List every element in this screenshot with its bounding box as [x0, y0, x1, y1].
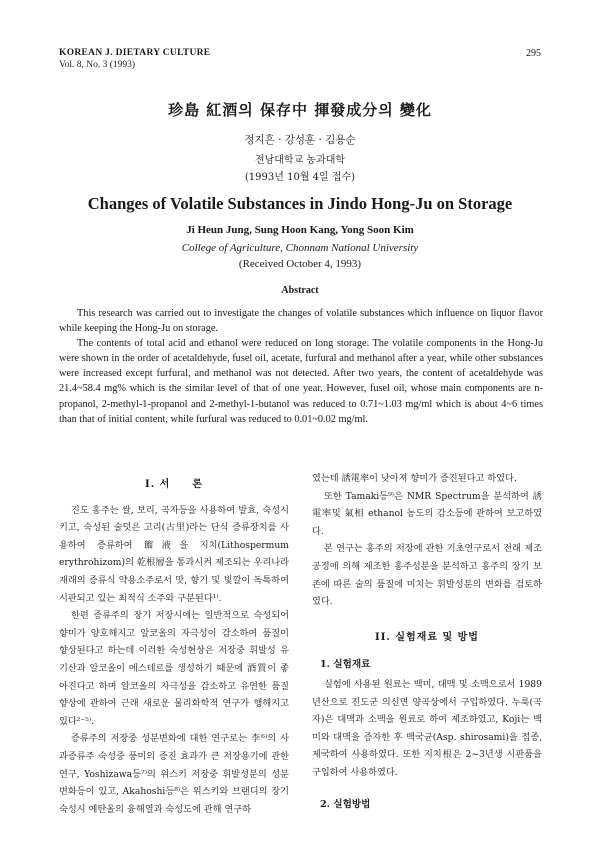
korean-received-date: (1993년 10월 4일 접수): [244, 172, 356, 183]
right-column: [312, 470, 542, 815]
body-paragraph: 증류주의 저장중 성분변화에 대한 연구로는 李⁶⁾의 사과증류주 숙성중 풍미의 증진 효과가 큰 저장용기에 관한 연구, Yoshizawa등⁷⁾의 위스키 저장중 휘발성분의 성분 변화등이 있고, Akahoshi등⁸⁾은 위스키와 브랜디의 장기숙성시 예탄올의 융해열과 숙성도에 관해 연구하: [59, 733, 289, 815]
section-heading-materials-methods: II. 실험재료 및 방법: [375, 631, 479, 643]
body-paragraph: 실험에 사용된 원료는 백미, 대맥 및 소맥으로서 1989년산으로 진도군 의신면 양곡상에서 구입하였다. 누룩(곡자)은 대맥과 소맥을 원료로 하여 제조하였고, Koji는 백미와 대맥을 증자한 후 백국균(Asp. shirosami)을 접종, 제국하여 사용하였다. 또한 지치根은 2~3년생 시판품을 구입하여 사용하였다.: [312, 678, 542, 778]
subsection-heading-materials: 1. 실험재료: [320, 659, 371, 671]
body-paragraph: 또한 Tamaki등⁹⁾은 NMR Spectrum을 분석하여 誘電率및 氣相 ethanol 농도의 감소등에 관하여 보고하였다.: [312, 490, 542, 537]
left-column: [59, 470, 289, 818]
running-header: [59, 48, 210, 71]
abstract-paragraph: The contents of total acid and ethanol were reduced on long storage. The volatile components in the Hong-Ju were shown in the order of acetaldehyde, fusel oil, acetate, furfural and methanol after a year, while other substances were increased except furfural, and methanol was not detected. After two years, the content of acetaldehyde was 21.4~58.4 mg% which is the similar level of that of one year. However, fusel oil, whose main components are n-propanol, 2-methyl-1-propanol and 2-methyl-1-butanol was reduced to 0.71~1.03 mg/ml which is about 4~6 times than that of initial content, while furfural was reduced to 0.01~0.02 mg/ml.: [59, 338, 543, 425]
section-heading-introduction: I. 서 론: [145, 479, 203, 490]
korean-authors: 정지흔 · 강성훈 · 김용순: [244, 134, 356, 146]
body-paragraph: 한편 증류주의 장기 저장시에는 일반적으로 숙성되어 향미가 양호해지고 알코올의 자극성이 감소하여 품질이 향상된다고 하는데 이러한 숙성현상은 저장중 휘발성 유기산과 알코올이 에스테르를 생성하기 때문에 酒質이 좋아진다고 하며 알코올의 자극성을 감소하고 유연한 품질향상에 관하여 근래 새로운 물리화학적 연구가 행해지고 있다²⁻⁵⁾.: [59, 610, 289, 727]
body-paragraph: 진도 홍주는 쌀, 보리, 곡자등을 사용하여 발효, 숙성시키고, 숙성된 술덧은 고리(古里)라는 단식 증류장치를 사용하여 증류하여 餾液을 지치(Lithospermum erythrohizom)의 乾根層을 통과시켜 제조되는 우리나라 재래의 증류식 약용소주로서 맛, 향기 및 빛깔이 독특하여 시판되고 있는 최적식 소주와 구분된다¹⁾.: [59, 504, 289, 604]
body-paragraph: 였는데 誘電率이 낮아져 향미가 증진된다고 하였다.: [312, 473, 517, 484]
journal-volume: Vol. 8, No. 3 (1993): [59, 60, 136, 70]
body-paragraph: 본 연구는 홍주의 저장에 관한 기초연구로서 전래 제조 공정에 의해 제조한 홍주성분을 분석하고 홍주의 장기 보존에 따른 술의 품질에 미치는 휘발성분의 변화를 검토하였다.: [312, 543, 542, 608]
abstract-paragraph: This research was carried out to investigate the changes of volatile substances which influence on liquor flavor while keeping the Hong-Ju on storage.: [59, 308, 543, 335]
korean-affiliation: 전남대학교 농과대학: [254, 155, 346, 166]
english-authors: Ji Heun Jung, Sung Hoon Kang, Yong Soon Kim: [186, 224, 414, 236]
english-received-date: (Received October 4, 1993): [238, 258, 362, 270]
page-number: 295: [526, 48, 541, 59]
english-title: Changes of Volatile Substances in Jindo Hong-Ju on Storage: [87, 194, 513, 213]
journal-name: KOREAN J. DIETARY CULTURE: [59, 48, 211, 58]
subsection-heading-methods: 2. 실험방법: [320, 798, 371, 810]
english-affiliation: College of Agriculture, Chonnam National University: [181, 242, 419, 254]
korean-title: 珍島 紅酒의 保存中 揮發成分의 變化: [168, 101, 432, 119]
abstract-body: [59, 306, 543, 427]
abstract-heading: Abstract: [281, 285, 319, 296]
